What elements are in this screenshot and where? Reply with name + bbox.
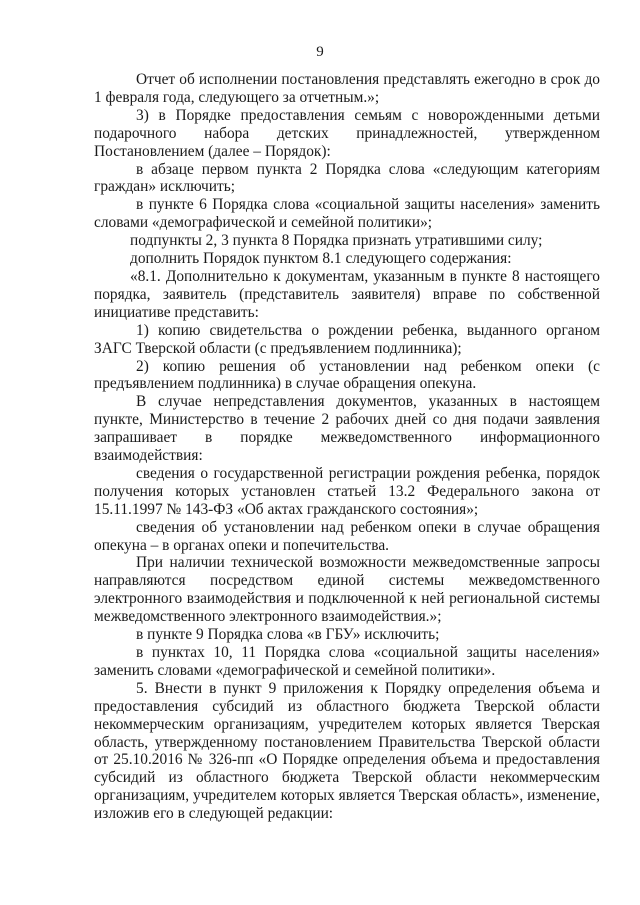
paragraph-item-3-gift-set-procedure: 3) в Порядке предоставления семьям с новорожденными детьми подарочного набора детских принадлежностей, утвержденном Постановлением (далее – Порядок): (94, 106, 600, 160)
paragraph-points-10-11-amendment: в пунктах 10, 11 Порядка слова «социальной защиты населения» заменить словами «демографической и семейной политики». (94, 644, 600, 679)
paragraph-item-5-subsidies: 5. Внести в пункт 9 приложения к Порядку определения объема и предоставления субсидий из областного бюджета Тверской области некоммерческим организациям, учредителем которых является Тверская область, утвержденному постановлением Правительства Тверской области от 25.10.2016 № 326-пп «О Порядке определения объема и предоставления субсидий из областного бюджета Тверской области некоммерческим организациям, учредителем которых является Тверская область», изменение, изложив его в следующей редакции: (94, 679, 600, 823)
paragraph-point-8-repeal: подпункты 2, 3 пункта 8 Порядка признать утратившими силу; (130, 232, 543, 250)
paragraph-add-point-8-1: дополнить Порядок пунктом 8.1 следующего содержания: (130, 250, 512, 268)
paragraph-birth-certificate-copy: 1) копию свидетельства о рождении ребенка, выданного органом ЗАГС Тверской области (с предъявлением подлинника); (94, 321, 600, 357)
paragraph-guardianship-decision-copy: 2) копию решения об установлении над ребенком опеки (с предъявлением подлинника) в случае обращения опекуна. (94, 357, 600, 393)
paragraph-guardianship-info: сведения об установлении над ребенком опеки в случае обращения опекуна – в органах опеки и попечительства. (94, 518, 600, 554)
paragraph-electronic-interaction: При наличии технической возможности межведомственные запросы направляются посредством единой системы межведомственного электронного взаимодействия и подключенной к ней региональной системы межведомственного электронного взаимодействия.»; (94, 554, 600, 626)
paragraph-point-2-amendment: в абзаце первом пункта 2 Порядка слова «следующим категориям граждан» исключить; (94, 160, 600, 196)
page-number: 9 (316, 44, 324, 60)
paragraph-point-8-1-text: «8.1. Дополнительно к документам, указанным в пункте 8 настоящего порядка, заявитель (представитель заявителя) вправе по собственной инициативе представить: (94, 267, 600, 321)
paragraph-point-9-amendment: в пункте 9 Порядка слова «в ГБУ» исключить; (136, 626, 440, 644)
document-body (94, 71, 600, 823)
paragraph-report-deadline: Отчет об исполнении постановления представлять ежегодно в срок до 1 февраля года, следующего за отчетным.»; (94, 71, 600, 106)
paragraph-birth-registration-info: сведения о государственной регистрации рождения ребенка, порядок получения которых установлен статьей 13.2 Федерального закона от 15.11.1997 № 143-ФЗ «Об актах гражданского состояния»; (94, 464, 600, 518)
paragraph-point-6-amendment: в пункте 6 Порядка слова «социальной защиты населения» заменить словами «демографической и семейной политики»; (94, 196, 600, 232)
paragraph-interagency-request: В случае непредставления документов, указанных в настоящем пункте, Министерство в течение 2 рабочих дней со дня подачи заявления запрашивает в порядке межведомственного информационного взаимодействия: (94, 393, 600, 465)
